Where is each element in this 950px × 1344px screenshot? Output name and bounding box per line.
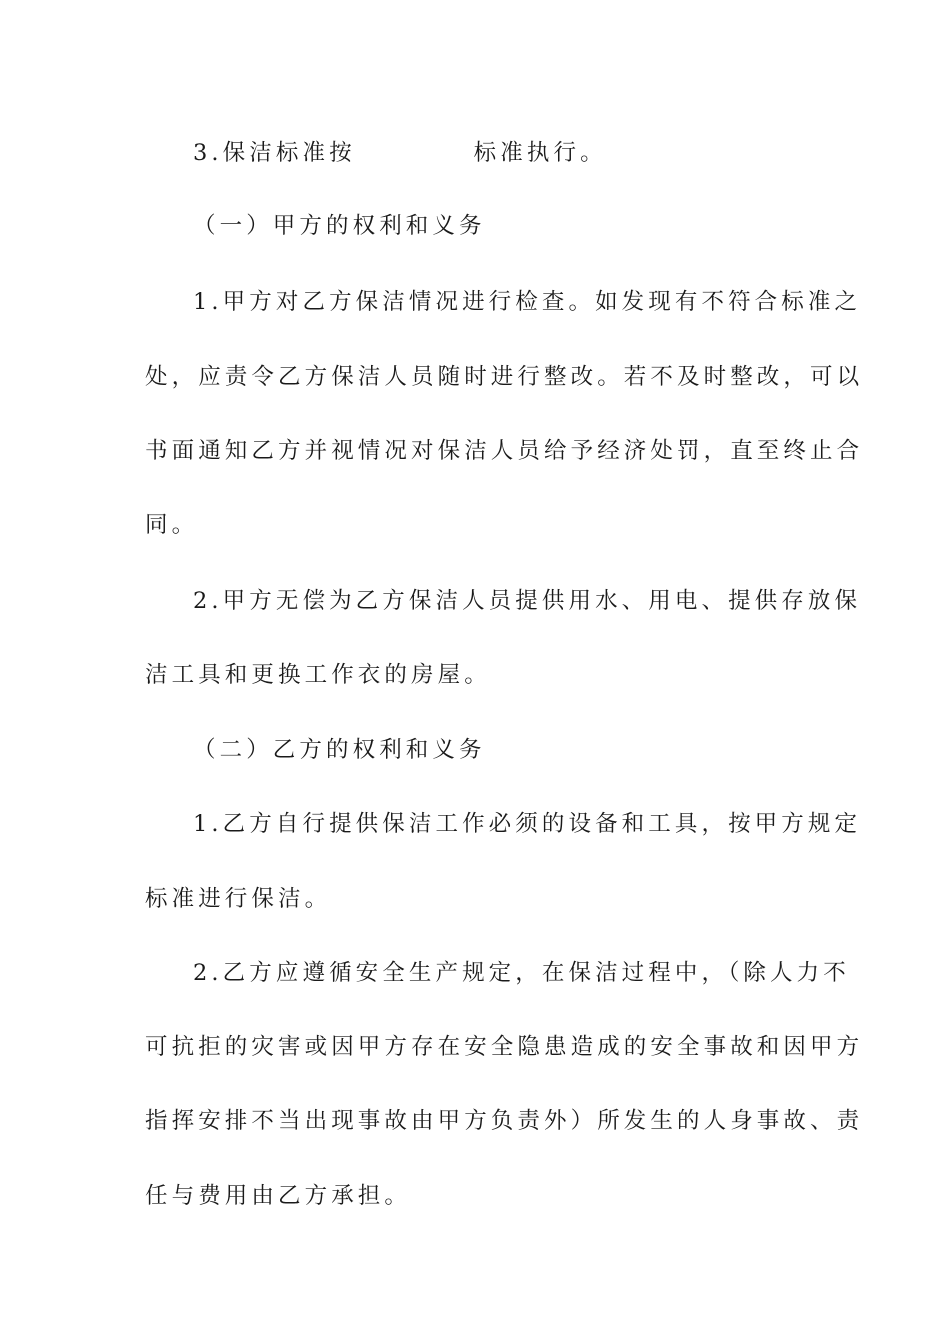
party-b-item2-line: 指挥安排不当出现事故由甲方负责外）所发生的人身事故、责 — [145, 1108, 864, 1134]
party-a-item2-line: 2.甲方无偿为乙方保洁人员提供用水、用电、提供存放保 — [193, 588, 862, 614]
party-a-item1-line: 书面通知乙方并视情况对保洁人员给予经济处罚，直至终止合 — [145, 438, 864, 464]
party-a-item1-line: 处，应责令乙方保洁人员随时进行整改。若不及时整改，可以 — [145, 364, 864, 390]
party-b-item1-line: 标准进行保洁。 — [145, 886, 332, 912]
standard-clause-suffix: 标准执行。 — [473, 140, 607, 166]
party-a-item1-line: 1.甲方对乙方保洁情况进行检查。如发现有不符合标准之 — [193, 289, 862, 315]
standard-clause — [193, 137, 855, 169]
section-heading-party-a: （一）甲方的权利和义务 — [193, 213, 486, 239]
party-b-item2-line: 2.乙方应遵循安全生产规定，在保洁过程中，（除人力不 — [193, 960, 850, 986]
party-b-item1-line: 1.乙方自行提供保洁工作必须的设备和工具，按甲方规定 — [193, 811, 862, 837]
party-a-item2-line: 洁工具和更换工作衣的房屋。 — [145, 662, 491, 688]
standard-clause-prefix: 3.保洁标准按 — [193, 140, 356, 166]
section-heading-party-b: （二）乙方的权利和义务 — [193, 737, 486, 763]
party-b-item2-line: 可抗拒的灾害或因甲方存在安全隐患造成的安全事故和因甲方 — [145, 1034, 864, 1060]
party-b-item2-line: 任与费用由乙方承担。 — [145, 1183, 412, 1209]
party-a-item1-line: 同。 — [145, 512, 199, 538]
